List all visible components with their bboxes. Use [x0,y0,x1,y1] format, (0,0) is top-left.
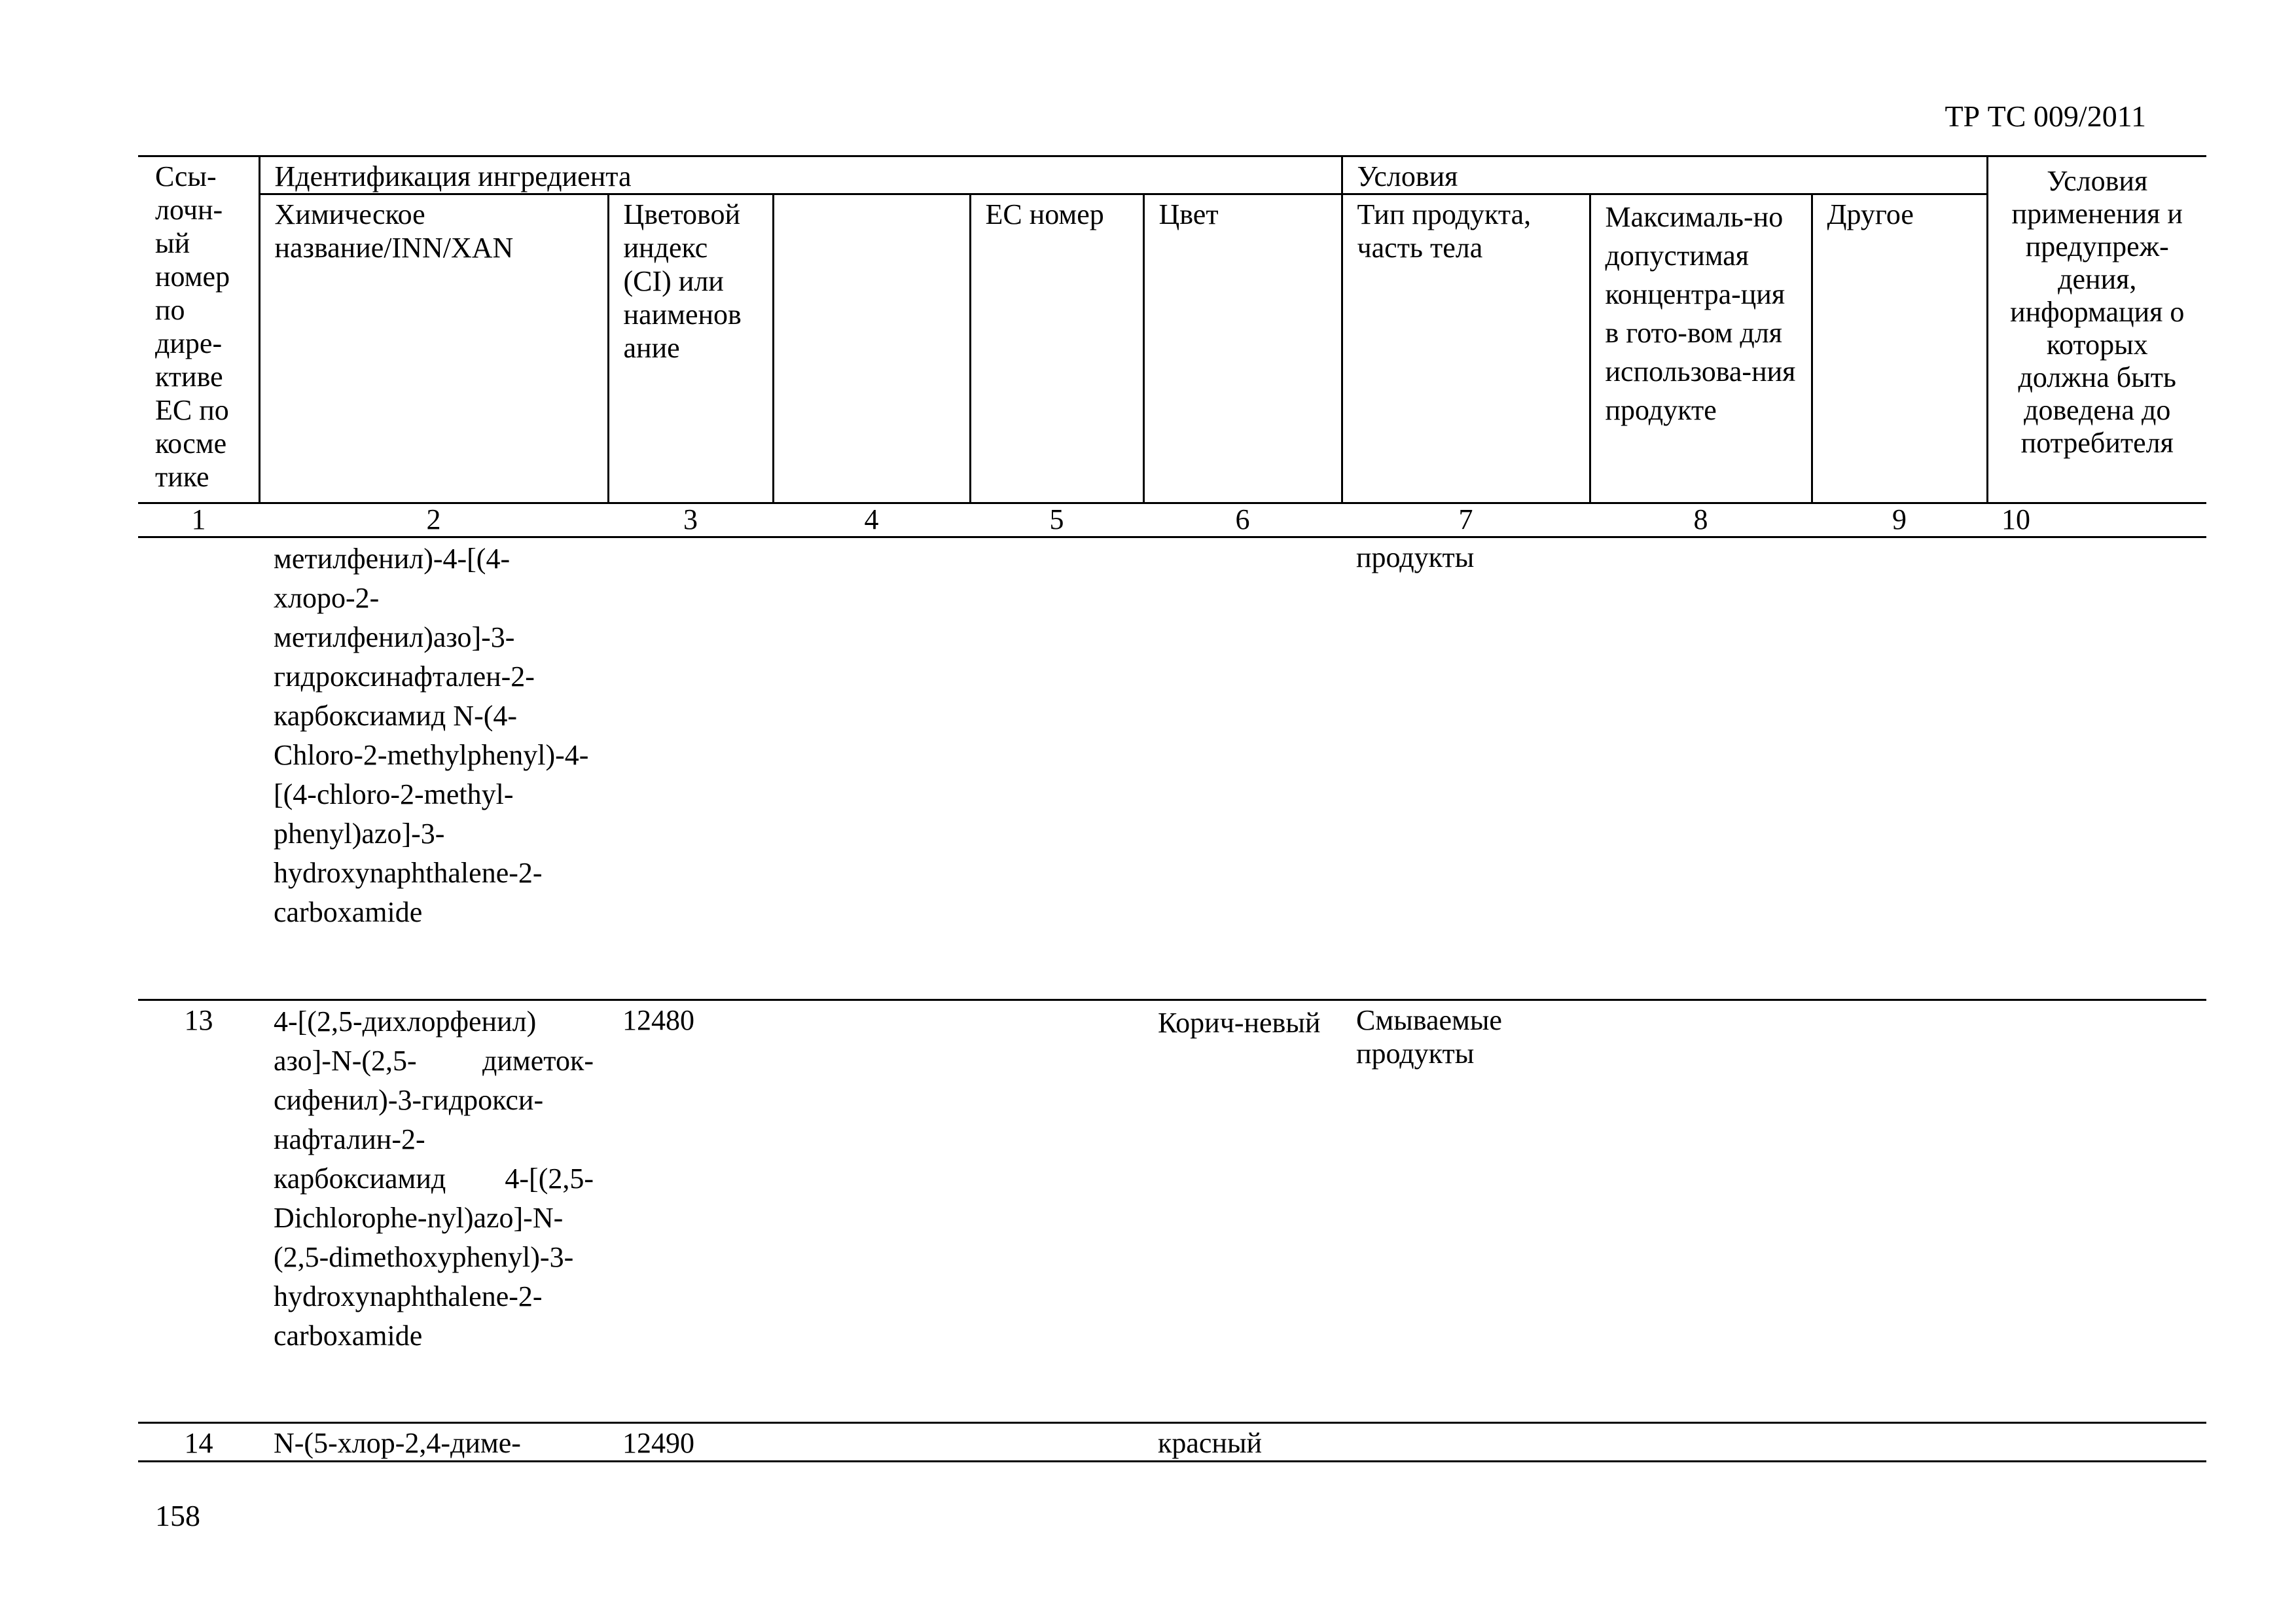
cell-max-conc [1590,1000,1812,1423]
header-color-index: Цветовой индекс (CI) или наименов ание [608,194,773,503]
header-chemical-name: Химическое название/INN/XAN [259,194,608,503]
column-number: 8 [1590,503,1812,537]
header-max-concentration: Максималь-но допустимая концентра-ция в гото-вом для использова-ния продукте [1590,194,1812,503]
table-row [138,1423,2206,1462]
column-number: 1 [138,503,259,537]
cell-ec [970,1000,1143,1423]
ingredients-table [138,155,2206,1462]
column-number: 4 [773,503,970,537]
cell-product-type: продукты [1342,537,1590,1000]
cell-other [1812,537,1987,1000]
cell-chemical-name: 4-[(2,5-дихлорфенил) азо]-N-(2,5- диметок-сифенил)-3-гидрокси-нафталин-2-карбоксиамид 4-[(2,5-Dichlorophe-nyl)azo]-N-(2,5-dimethoxyphenyl)-3-hydroxynaphthalene-2-carboxamide [259,1000,608,1423]
column-number: 7 [1342,503,1590,537]
cell-product-type [1342,1423,1590,1462]
column-number: 9 [1812,503,1987,537]
cell-max-conc [1590,537,1812,1000]
cell-warnings [1987,1000,2206,1423]
cell-ci: 12490 [608,1423,773,1462]
header-ref-number: Ссы-лочн-ый номер по дире-ктиве ЕС по косме тике [138,156,259,503]
header-ingredient-identification: Идентификация ингредиента [259,156,1342,194]
cell-chemical-name: метилфенил)-4-[(4-хлоро-2-метилфенил)азо]-3-гидроксинафтален-2-карбоксиамид N-(4-Chloro-2-methylphenyl)-4-[(4-chloro-2-methyl-phenyl)azo]-3-hydroxynaphthalene-2-carboxamide [259,537,608,1000]
cell-col4 [773,1000,970,1423]
cell-col4 [773,1423,970,1462]
column-number: 6 [1143,503,1342,537]
header-ec-number: ЕС номер [970,194,1143,503]
cell-ec [970,537,1143,1000]
table-row [138,537,2206,1000]
cell-ref: 14 [138,1423,259,1462]
header-other: Другое [1812,194,1987,503]
cell-other [1812,1423,1987,1462]
column-number: 10 [1987,503,2206,537]
cell-color: красный [1143,1423,1342,1462]
cell-col4 [773,537,970,1000]
column-number: 5 [970,503,1143,537]
column-number: 2 [259,503,608,537]
header-warnings: Условия применения и предупреж-дения, информация о которых должна быть доведена до потребителя [1987,156,2206,503]
cell-ref: 13 [138,1000,259,1423]
cell-color [1143,537,1342,1000]
cell-chemical-name: N-(5-хлор-2,4-диме- [259,1423,608,1462]
document-header: ТР ТС 009/2011 [1945,99,2146,133]
page-number: 158 [155,1499,200,1532]
cell-warnings [1987,1423,2206,1462]
cell-color: Корич-невый [1143,1000,1342,1423]
cell-product-type: Смываемые продукты [1342,1000,1590,1423]
header-col4 [773,194,970,503]
header-conditions: Условия [1342,156,1987,194]
cell-ci [608,537,773,1000]
cell-max-conc [1590,1423,1812,1462]
cell-ref [138,537,259,1000]
column-number: 3 [608,503,773,537]
cell-ci: 12480 [608,1000,773,1423]
table-row [138,1000,2206,1423]
cell-warnings [1987,537,2206,1000]
header-color: Цвет [1143,194,1342,503]
header-product-type: Тип продукта, часть тела [1342,194,1590,503]
cell-other [1812,1000,1987,1423]
cell-ec [970,1423,1143,1462]
